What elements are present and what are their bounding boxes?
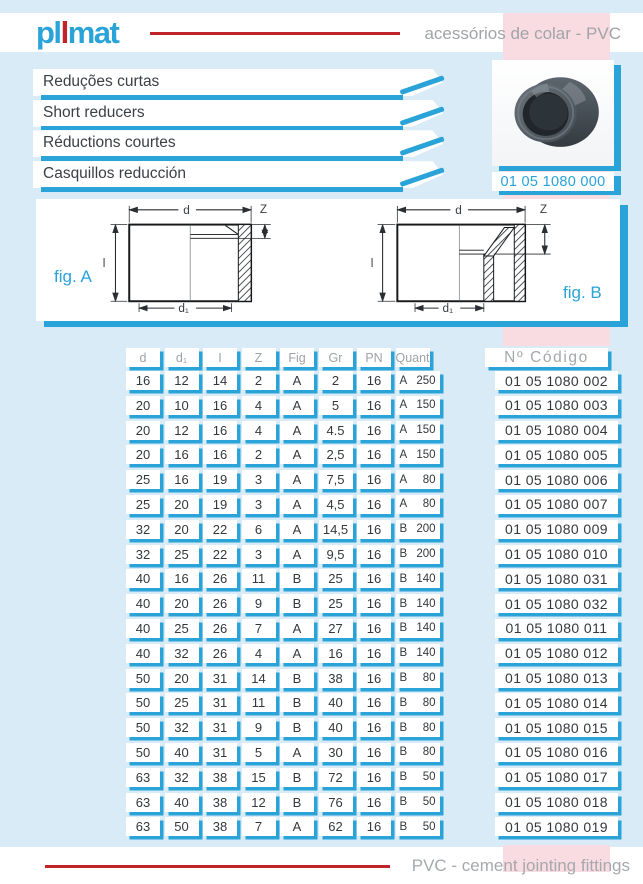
cell-d: 20 xyxy=(126,445,160,464)
cell-i: 26 xyxy=(203,569,237,588)
figure-b-drawing xyxy=(366,201,581,315)
quant-letter: B xyxy=(399,647,408,660)
table-rows xyxy=(126,348,626,836)
cell-i: 16 xyxy=(203,445,237,464)
quant-number: 140 xyxy=(416,572,436,585)
cell-gr: 40 xyxy=(319,718,353,737)
cell-i: 31 xyxy=(203,693,237,712)
logo-part-2: mat xyxy=(67,15,119,50)
quant-letter: B xyxy=(399,746,408,759)
table-row xyxy=(126,396,626,415)
table-header-row xyxy=(126,348,626,367)
table-row xyxy=(126,569,626,588)
banner-label: Short reducers xyxy=(43,103,145,121)
cell-code: 01 05 1080 004 xyxy=(495,421,618,440)
cell-i: 38 xyxy=(203,768,237,787)
cell-quant xyxy=(396,421,440,440)
cell-quant xyxy=(396,569,440,588)
cell-fig: B xyxy=(280,718,314,737)
cell-z: 4 xyxy=(242,421,276,440)
product-photo xyxy=(492,60,614,166)
cell-gr: 2,5 xyxy=(319,445,353,464)
cell-d1: 16 xyxy=(165,569,199,588)
cell-pn: 16 xyxy=(357,718,391,737)
cell-z: 3 xyxy=(242,545,276,564)
cell-fig: A xyxy=(280,421,314,440)
page-category-title: acessórios de colar - PVC xyxy=(424,24,621,43)
cell-pn: 16 xyxy=(357,644,391,663)
cell-d: 40 xyxy=(126,594,160,613)
quant-number: 200 xyxy=(416,523,436,536)
cell-pn: 16 xyxy=(357,569,391,588)
cell-code: 01 05 1080 003 xyxy=(495,396,618,415)
figure-a-drawing xyxy=(92,201,307,315)
quant-number: 80 xyxy=(422,672,436,685)
cell-z: 11 xyxy=(242,693,276,712)
quant-letter: A xyxy=(399,399,408,412)
quant-letter: B xyxy=(399,721,408,734)
cell-d: 40 xyxy=(126,569,160,588)
column-header: PN xyxy=(357,348,391,367)
cell-z: 4 xyxy=(242,644,276,663)
cell-z: 7 xyxy=(242,817,276,836)
cell-i: 26 xyxy=(203,619,237,638)
cell-z: 4 xyxy=(242,396,276,415)
cell-gr: 5 xyxy=(319,396,353,415)
footer-red-rule xyxy=(45,865,390,868)
cell-d1: 10 xyxy=(165,396,199,415)
cell-d1: 50 xyxy=(165,817,199,836)
cell-z: 9 xyxy=(242,718,276,737)
quant-letter: A xyxy=(399,473,408,486)
brand-logo xyxy=(36,16,118,50)
cell-gr: 2 xyxy=(319,371,353,390)
cell-fig: A xyxy=(280,520,314,539)
cell-d1: 16 xyxy=(165,470,199,489)
cell-d1: 20 xyxy=(165,594,199,613)
dim-label-z: Z xyxy=(259,202,268,216)
quant-letter: A xyxy=(399,424,408,437)
cell-gr: 4,5 xyxy=(319,495,353,514)
cell-gr: 14,5 xyxy=(319,520,353,539)
cell-pn: 16 xyxy=(357,619,391,638)
table-row xyxy=(126,545,626,564)
cell-gr: 16 xyxy=(319,644,353,663)
cell-z: 2 xyxy=(242,445,276,464)
cell-i: 31 xyxy=(203,718,237,737)
quant-number: 80 xyxy=(422,696,436,709)
cell-fig: B xyxy=(280,569,314,588)
cell-quant xyxy=(396,594,440,613)
banner-label: Reduções curtas xyxy=(43,73,160,90)
header-red-rule xyxy=(150,32,400,35)
cell-gr: 30 xyxy=(319,743,353,762)
cell-i: 16 xyxy=(203,396,237,415)
cell-fig: A xyxy=(280,445,314,464)
cell-i: 22 xyxy=(203,520,237,539)
quant-letter: B xyxy=(399,771,408,784)
cell-quant xyxy=(396,520,440,539)
cell-i: 19 xyxy=(203,470,237,489)
quant-letter: A xyxy=(399,374,408,387)
cell-pn: 16 xyxy=(357,445,391,464)
cell-pn: 16 xyxy=(357,520,391,539)
cell-i: 26 xyxy=(203,594,237,613)
banner-label: Réductions courtes xyxy=(43,134,176,152)
cell-code: 01 05 1080 016 xyxy=(495,743,618,762)
cell-d: 63 xyxy=(126,768,160,787)
cell-d1: 40 xyxy=(165,793,199,812)
technical-drawing-panel xyxy=(36,199,620,321)
cell-quant xyxy=(396,817,440,836)
dim-label-z: Z xyxy=(539,202,548,216)
cell-i: 31 xyxy=(203,743,237,762)
cell-fig: A xyxy=(280,470,314,489)
cell-d1: 32 xyxy=(165,718,199,737)
cell-code: 01 05 1080 005 xyxy=(495,445,618,464)
quant-number: 140 xyxy=(416,622,436,635)
cell-z: 11 xyxy=(242,569,276,588)
table-row xyxy=(126,371,626,390)
quant-letter: B xyxy=(399,572,408,585)
quant-number: 250 xyxy=(416,374,436,387)
cell-z: 3 xyxy=(242,470,276,489)
cell-gr: 7,5 xyxy=(319,470,353,489)
quant-letter: B xyxy=(399,672,408,685)
cell-z: 15 xyxy=(242,768,276,787)
cell-code: 01 05 1080 013 xyxy=(495,669,618,688)
table-row xyxy=(126,718,626,737)
cell-quant xyxy=(396,545,440,564)
cell-quant xyxy=(396,669,440,688)
table-row xyxy=(126,495,626,514)
cell-code: 01 05 1080 018 xyxy=(495,793,618,812)
cell-code: 01 05 1080 012 xyxy=(495,644,618,663)
cell-d1: 20 xyxy=(165,495,199,514)
cell-fig: A xyxy=(280,619,314,638)
cell-pn: 16 xyxy=(357,396,391,415)
cell-d1: 32 xyxy=(165,644,199,663)
figure-a-label: fig. A xyxy=(54,267,92,286)
banner-underline xyxy=(41,187,403,192)
cell-gr: 4.5 xyxy=(319,421,353,440)
cell-fig: A xyxy=(280,817,314,836)
quant-number: 150 xyxy=(416,448,436,461)
cell-code: 01 05 1080 010 xyxy=(495,545,618,564)
cell-i: 14 xyxy=(203,371,237,390)
cell-fig: A xyxy=(280,545,314,564)
cell-i: 16 xyxy=(203,421,237,440)
cell-code: 01 05 1080 011 xyxy=(495,619,618,638)
cell-pn: 16 xyxy=(357,470,391,489)
cell-d: 50 xyxy=(126,693,160,712)
cell-d: 20 xyxy=(126,421,160,440)
cell-d1: 25 xyxy=(165,545,199,564)
quant-letter: B xyxy=(399,820,408,833)
cell-quant xyxy=(396,793,440,812)
cell-code: 01 05 1080 017 xyxy=(495,768,618,787)
column-header: Quant xyxy=(396,348,430,367)
cell-d: 25 xyxy=(126,495,160,514)
cell-fig: A xyxy=(280,396,314,415)
cell-d1: 32 xyxy=(165,768,199,787)
cell-gr: 76 xyxy=(319,793,353,812)
cell-z: 5 xyxy=(242,743,276,762)
cell-gr: 40 xyxy=(319,693,353,712)
cell-d: 16 xyxy=(126,371,160,390)
table-row xyxy=(126,669,626,688)
table-row xyxy=(126,520,626,539)
cell-pn: 16 xyxy=(357,669,391,688)
quant-number: 140 xyxy=(416,647,436,660)
dim-label-d: d xyxy=(455,203,462,217)
cell-d1: 20 xyxy=(165,669,199,688)
cell-z: 2 xyxy=(242,371,276,390)
cell-code: 01 05 1080 015 xyxy=(495,718,618,737)
title-banner-en xyxy=(33,100,443,127)
cell-pn: 16 xyxy=(357,793,391,812)
table-row xyxy=(126,693,626,712)
logo-red-bar: l xyxy=(60,15,68,50)
cell-z: 6 xyxy=(242,520,276,539)
table-row xyxy=(126,594,626,613)
cell-pn: 16 xyxy=(357,421,391,440)
dim-label-l: l xyxy=(102,256,106,270)
cell-fig: A xyxy=(280,495,314,514)
cell-i: 22 xyxy=(203,545,237,564)
cell-code: 01 05 1080 006 xyxy=(495,470,618,489)
title-banner-es xyxy=(33,161,443,188)
quant-letter: B xyxy=(399,523,408,536)
cell-quant xyxy=(396,718,440,737)
cell-z: 14 xyxy=(242,669,276,688)
cell-gr: 72 xyxy=(319,768,353,787)
dimensions-table xyxy=(126,348,626,842)
cell-gr: 38 xyxy=(319,669,353,688)
cell-fig: A xyxy=(280,371,314,390)
quant-number: 140 xyxy=(416,597,436,610)
quant-letter: A xyxy=(399,498,408,511)
cell-code: 01 05 1080 009 xyxy=(495,520,618,539)
table-row xyxy=(126,793,626,812)
banner-label: Casquillos reducción xyxy=(43,165,187,183)
title-banner-pt xyxy=(33,69,443,96)
cell-fig: B xyxy=(280,693,314,712)
column-header: Fig xyxy=(280,348,314,367)
quant-letter: B xyxy=(399,622,408,635)
cell-i: 38 xyxy=(203,817,237,836)
dim-label-d1: d₁ xyxy=(178,302,189,315)
cell-quant xyxy=(396,470,440,489)
cell-d: 63 xyxy=(126,817,160,836)
cell-d1: 12 xyxy=(165,421,199,440)
cell-fig: B xyxy=(280,793,314,812)
cell-quant xyxy=(396,619,440,638)
cell-d1: 25 xyxy=(165,693,199,712)
cell-quant xyxy=(396,396,440,415)
cell-code: 01 05 1080 014 xyxy=(495,693,618,712)
dim-label-d1: d₁ xyxy=(442,302,454,315)
cell-quant xyxy=(396,371,440,390)
quant-letter: A xyxy=(399,448,408,461)
cell-gr: 27 xyxy=(319,619,353,638)
quant-number: 150 xyxy=(416,424,436,437)
title-banner-fr xyxy=(33,130,443,157)
quant-number: 200 xyxy=(416,548,436,561)
cell-pn: 16 xyxy=(357,594,391,613)
column-header: d₁ xyxy=(165,348,199,367)
cell-d1: 12 xyxy=(165,371,199,390)
product-code-badge: 01 05 1080 000 xyxy=(492,172,614,191)
quant-letter: B xyxy=(399,696,408,709)
quant-letter: B xyxy=(399,796,408,809)
table-row xyxy=(126,619,626,638)
column-header: I xyxy=(203,348,237,367)
code-column-header: Nº Código xyxy=(485,348,608,367)
cell-fig: B xyxy=(280,594,314,613)
quant-number: 80 xyxy=(422,498,436,511)
table-row xyxy=(126,470,626,489)
cell-i: 38 xyxy=(203,793,237,812)
cell-quant xyxy=(396,768,440,787)
cell-gr: 25 xyxy=(319,569,353,588)
cell-i: 26 xyxy=(203,644,237,663)
table-row xyxy=(126,445,626,464)
cell-fig: B xyxy=(280,669,314,688)
cell-i: 31 xyxy=(203,669,237,688)
cell-d: 40 xyxy=(126,644,160,663)
cell-z: 12 xyxy=(242,793,276,812)
cell-d: 50 xyxy=(126,718,160,737)
cell-code: 01 05 1080 002 xyxy=(495,371,618,390)
cell-z: 7 xyxy=(242,619,276,638)
cell-pn: 16 xyxy=(357,371,391,390)
cell-d: 50 xyxy=(126,743,160,762)
quant-number: 80 xyxy=(422,473,436,486)
table-row xyxy=(126,817,626,836)
figure-b-label: fig. B xyxy=(563,283,602,302)
cell-z: 3 xyxy=(242,495,276,514)
cell-d1: 40 xyxy=(165,743,199,762)
dim-label-l: l xyxy=(370,256,374,270)
cell-d1: 16 xyxy=(165,445,199,464)
quant-number: 150 xyxy=(416,399,436,412)
footer-caption: PVC - cement jointing fittings xyxy=(411,856,630,875)
pink-stripe-gap xyxy=(503,322,610,346)
column-header: d xyxy=(126,348,160,367)
quant-number: 50 xyxy=(422,796,436,809)
cell-d: 32 xyxy=(126,520,160,539)
cell-gr: 25 xyxy=(319,594,353,613)
quant-letter: B xyxy=(399,548,408,561)
cell-pn: 16 xyxy=(357,817,391,836)
cell-code: 01 05 1080 032 xyxy=(495,594,618,613)
cell-d1: 20 xyxy=(165,520,199,539)
table-row xyxy=(126,644,626,663)
table-row xyxy=(126,743,626,762)
cell-fig: B xyxy=(280,768,314,787)
cell-d: 40 xyxy=(126,619,160,638)
cell-code: 01 05 1080 019 xyxy=(495,817,618,836)
quant-number: 80 xyxy=(422,721,436,734)
quant-number: 80 xyxy=(422,746,436,759)
table-row xyxy=(126,421,626,440)
cell-pn: 16 xyxy=(357,768,391,787)
cell-fig: A xyxy=(280,644,314,663)
cell-i: 19 xyxy=(203,495,237,514)
cell-code: 01 05 1080 007 xyxy=(495,495,618,514)
cell-pn: 16 xyxy=(357,743,391,762)
logo-part-1: pl xyxy=(36,15,61,50)
quant-letter: B xyxy=(399,597,408,610)
table-row xyxy=(126,768,626,787)
quant-number: 50 xyxy=(422,771,436,784)
cell-fig: A xyxy=(280,743,314,762)
quant-number: 50 xyxy=(422,820,436,833)
cell-d: 20 xyxy=(126,396,160,415)
cell-d: 50 xyxy=(126,669,160,688)
column-header: Gr xyxy=(319,348,353,367)
cell-code: 01 05 1080 031 xyxy=(495,569,618,588)
cell-quant xyxy=(396,495,440,514)
cell-d: 32 xyxy=(126,545,160,564)
cell-d1: 25 xyxy=(165,619,199,638)
dim-label-d: d xyxy=(183,203,190,217)
cell-z: 9 xyxy=(242,594,276,613)
cell-quant xyxy=(396,693,440,712)
cell-d: 63 xyxy=(126,793,160,812)
cell-d: 25 xyxy=(126,470,160,489)
reducer-bushing-image xyxy=(498,65,608,161)
cell-pn: 16 xyxy=(357,495,391,514)
column-header: Z xyxy=(242,348,276,367)
cell-pn: 16 xyxy=(357,693,391,712)
cell-quant xyxy=(396,644,440,663)
cell-gr: 62 xyxy=(319,817,353,836)
cell-quant xyxy=(396,743,440,762)
cell-pn: 16 xyxy=(357,545,391,564)
cell-gr: 9,5 xyxy=(319,545,353,564)
cell-quant xyxy=(396,445,440,464)
